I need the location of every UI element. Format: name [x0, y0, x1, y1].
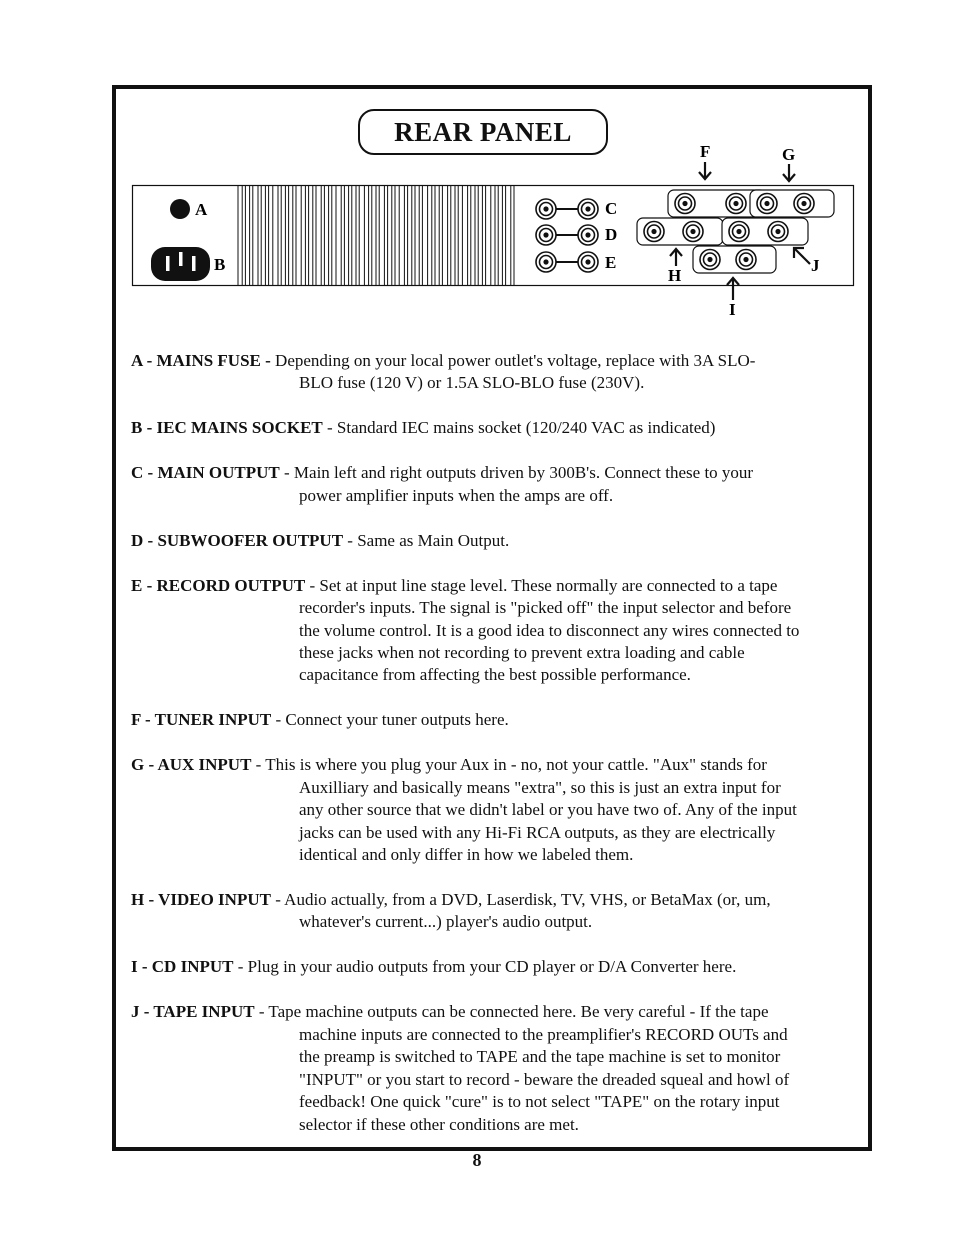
output-pair: [536, 199, 598, 219]
term: I - CD INPUT: [131, 957, 234, 977]
arrow-i-icon: [727, 278, 739, 300]
item-c: C - MAIN OUTPUT - Main left and right outputs driven by 300B's. Connect these to your power amplifier inputs when the amps are off.: [131, 463, 754, 505]
descriptions: [131, 350, 857, 1159]
term: D - SUBWOOFER OUTPUT: [131, 530, 344, 550]
term: F - TUNER INPUT: [131, 710, 272, 730]
item-h: H - VIDEO INPUT - Audio actually, from a DVD, Laserdisk, TV, VHS, or BetaMax (or, um, whatever's current...) player's audio output.: [131, 890, 771, 932]
term: C - MAIN OUTPUT: [131, 463, 280, 483]
fuse-holder-icon: [170, 199, 190, 219]
rca-jack-icon: [536, 252, 556, 272]
term: B - IEC MAINS SOCKET: [131, 418, 323, 438]
label-a: A: [195, 200, 208, 219]
term: H - VIDEO INPUT: [131, 890, 271, 910]
rca-jack-icon: [768, 222, 788, 242]
label-j: J: [811, 256, 820, 275]
input-pair: [750, 190, 834, 217]
arrow-j-icon: [794, 248, 810, 264]
rca-jack-icon: [675, 194, 695, 214]
rear-panel-diagram: [0, 0, 954, 330]
label-b: B: [214, 255, 226, 274]
item-i: I - CD INPUT - Plug in your audio outputs from your CD player or D/A Converter here.: [131, 957, 737, 977]
iec-socket-icon: [151, 247, 210, 281]
term: E - RECORD OUTPUT: [131, 575, 306, 595]
rca-jack-icon: [794, 194, 814, 214]
term: A - MAINS FUSE -: [131, 351, 271, 370]
rca-jack-icon: [736, 250, 756, 270]
item-a: A - MAINS FUSE - Depending on your local power outlet's voltage, replace with 3A SLO- BLO fuse (120 V) or 1.5A SLO-BLO fuse (230V).: [131, 351, 756, 393]
rca-jack-icon: [536, 199, 556, 219]
term: G - AUX INPUT: [131, 755, 252, 775]
item-e: E - RECORD OUTPUT - Set at input line stage level. These normally are connected to a tape recorder's inputs. The signal is "picked off" the input selector and before the volume control. It is a good idea to disconnect any wires connected to these jacks when not recording to prevent extra loading and cable capacitance from affecting the best possible performance.: [131, 575, 800, 685]
label-i: I: [729, 300, 736, 319]
input-jacks: [637, 190, 834, 273]
arrow-g-icon: [783, 164, 795, 181]
input-pair: [722, 218, 808, 245]
rca-jack-icon: [578, 252, 598, 272]
page-title: REAR PANEL: [358, 109, 608, 155]
rca-jack-icon: [683, 222, 703, 242]
label-d: D: [605, 225, 618, 244]
item-j: J - TAPE INPUT - Tape machine outputs can be connected here. Be very careful - If the tape machine inputs are connected to the preamplifier's RECORD OUTs and the preamp is switched to TAPE and the tape machine is set to monitor "INPUT" or you start to record - beware the dreaded squeal and howl of feedback! One quick "cure" is to not select "TAPE" on the rotary input selector if these other conditions are met.: [131, 1002, 790, 1134]
output-pair: [536, 225, 598, 245]
ventilation-grille: [238, 186, 514, 285]
arrow-h-icon: [670, 249, 682, 266]
label-g: G: [782, 145, 796, 164]
input-pair: [637, 218, 723, 245]
rca-jack-icon: [729, 222, 749, 242]
label-h: H: [668, 266, 682, 285]
rca-jack-icon: [757, 194, 777, 214]
label-e: E: [605, 253, 617, 272]
rca-jack-icon: [644, 222, 664, 242]
item-g: G - AUX INPUT - This is where you plug your Aux in - no, not your cattle. "Aux" stands for Auxilliary and basically means "extra", so this is just an extra input for any other source that we didn't label or you have two of. Any of the input jacks can be used with any Hi-Fi RCA outputs, as they are electrically identical and only differ in how we labeled them.: [131, 755, 797, 865]
item-b: B - IEC MAINS SOCKET - Standard IEC mains socket (120/240 VAC as indicated): [131, 418, 716, 438]
term: J - TAPE INPUT: [131, 1002, 255, 1022]
arrow-f-icon: [699, 162, 711, 179]
label-f: F: [700, 142, 711, 161]
page-number: 8: [472, 1150, 482, 1170]
output-pair: [536, 252, 598, 272]
rca-jack-icon: [726, 194, 746, 214]
rca-jack-icon: [700, 250, 720, 270]
input-pair: [693, 246, 776, 273]
label-c: C: [605, 199, 618, 218]
rca-jack-icon: [578, 199, 598, 219]
item-d: D - SUBWOOFER OUTPUT - Same as Main Output.: [131, 530, 510, 550]
output-jacks: [536, 199, 598, 272]
rca-jack-icon: [578, 225, 598, 245]
item-f: F - TUNER INPUT - Connect your tuner outputs here.: [131, 710, 509, 730]
rca-jack-icon: [536, 225, 556, 245]
